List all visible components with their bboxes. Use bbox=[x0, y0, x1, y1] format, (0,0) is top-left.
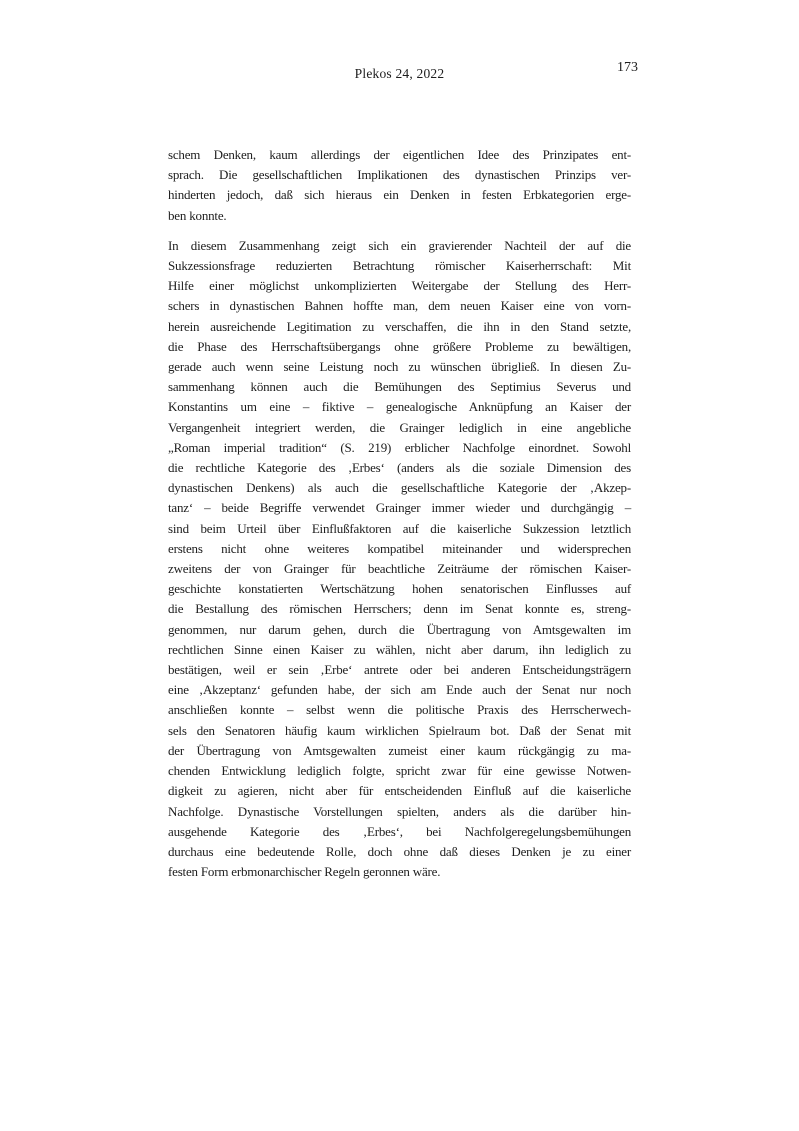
text-line: Nachfolge. Dynastische Vorstellungen spielten, anders als die darüber hin- bbox=[168, 803, 631, 819]
text-line: genommen, nur darum gehen, durch die Übertragung von Amtsgewalten im bbox=[168, 621, 631, 637]
text-line: der Übertragung von Amtsgewalten zumeist einer kaum rückgängig zu ma- bbox=[168, 742, 631, 758]
text-line: ben konnte. bbox=[168, 207, 227, 223]
text-line: chenden Entwicklung lediglich folgte, spricht zwar für eine gewisse Notwen- bbox=[168, 763, 631, 779]
text-line: Sukzessionsfrage reduzierten Betrachtung römischer Kaiserherrschaft: Mit bbox=[168, 258, 631, 274]
text-line: durchaus eine bedeutende Rolle, doch ohne daß dieses Denken je zu einer bbox=[168, 843, 631, 859]
text-line: anschließen konnte – selbst wenn die politische Praxis des Herrscherwech- bbox=[168, 702, 631, 718]
text-line: sprach. Die gesellschaftlichen Implikationen des dynastischen Prinzips ver- bbox=[168, 167, 631, 183]
text-line: die rechtliche Kategorie des ‚Erbes‘ (anders als die soziale Dimension des bbox=[168, 460, 631, 476]
text-line: die Bestallung des römischen Herrschers; denn im Senat konnte es, streng- bbox=[168, 601, 631, 617]
text-line: dynastischen Denkens) als auch die gesellschaftliche Kategorie der ‚Akzep- bbox=[168, 480, 631, 496]
text-line: sels den Senatoren häufig kaum wirklichen Spielraum bot. Daß der Senat mit bbox=[168, 722, 631, 738]
text-line: zweitens der von Grainger für beachtliche Zeiträume der römischen Kaiser- bbox=[168, 561, 631, 577]
text-line: Hilfe einer möglichst unkomplizierten Weitergabe der Stellung des Herr- bbox=[168, 278, 631, 294]
text-line: „Roman imperial tradition“ (S. 219) erblicher Nachfolge einordnet. Sowohl bbox=[168, 439, 631, 455]
text-line: festen Form erbmonarchischer Regeln geronnen wäre. bbox=[168, 864, 441, 880]
text-line: ausgehende Kategorie des ‚Erbes‘, bei Nachfolgeregelungsbemühungen bbox=[168, 823, 631, 839]
paragraph bbox=[168, 145, 631, 226]
text-line: sammenhang können auch die Bemühungen des Septimius Severus und bbox=[168, 379, 631, 395]
page-number: 173 bbox=[617, 60, 638, 75]
text-line: Konstantins um eine – fiktive – genealogische Anknüpfung an Kaiser der bbox=[168, 399, 631, 415]
text-line: gerade auch wenn seine Leistung noch zu wünschen übrigließ. In diesen Zu- bbox=[168, 359, 631, 375]
text-line: schers in dynastischen Bahnen hoffte man, dem neuen Kaiser eine von vorn- bbox=[168, 298, 631, 314]
text-line: In diesem Zusammenhang zeigt sich ein gravierender Nachteil der auf die bbox=[168, 237, 631, 253]
text-line: Vergangenheit integriert werden, die Grainger lediglich in eine angebliche bbox=[168, 419, 631, 435]
page-header bbox=[168, 60, 638, 86]
journal-title: Plekos 24, 2022 bbox=[354, 66, 445, 81]
text-line: herein ausreichende Legitimation zu verschaffen, die ihn in den Stand setzte, bbox=[168, 318, 631, 334]
text-line: tanz‘ – beide Begriffe verwendet Grainger immer wieder und durchgängig – bbox=[168, 500, 631, 516]
text-column bbox=[168, 60, 638, 882]
text-line: hinderten jedoch, daß sich hieraus ein Denken in festen Erbkategorien erge- bbox=[168, 187, 631, 203]
paragraph bbox=[168, 236, 631, 883]
text-line: sind beim Urteil über Einflußfaktoren auf die kaiserliche Sukzession letztlich bbox=[168, 520, 631, 536]
body-text bbox=[168, 145, 631, 882]
text-line: rechtlichen Sinne einen Kaiser zu wählen, nicht aber darum, ihn lediglich zu bbox=[168, 641, 631, 657]
text-line: schem Denken, kaum allerdings der eigentlichen Idee des Prinzipates ent- bbox=[168, 147, 631, 162]
text-line: eine ‚Akzeptanz‘ gefunden habe, der sich am Ende auch der Senat nur noch bbox=[168, 682, 631, 698]
text-line: geschichte konstatierten Wertschätzung hohen senatorischen Einflusses auf bbox=[168, 581, 631, 597]
text-line: digkeit zu agieren, nicht aber für entscheidenden Einfluß auf die kaiserliche bbox=[168, 783, 631, 799]
text-line: erstens nicht ohne weiteres kompatibel miteinander und widersprechen bbox=[168, 540, 631, 556]
text-line: bestätigen, weil er sein ‚Erbe‘ antrete oder bei anderen Entscheidungsträgern bbox=[168, 662, 631, 678]
text-line: die Phase des Herrschaftsübergangs ohne größere Probleme zu bewältigen, bbox=[168, 338, 631, 354]
